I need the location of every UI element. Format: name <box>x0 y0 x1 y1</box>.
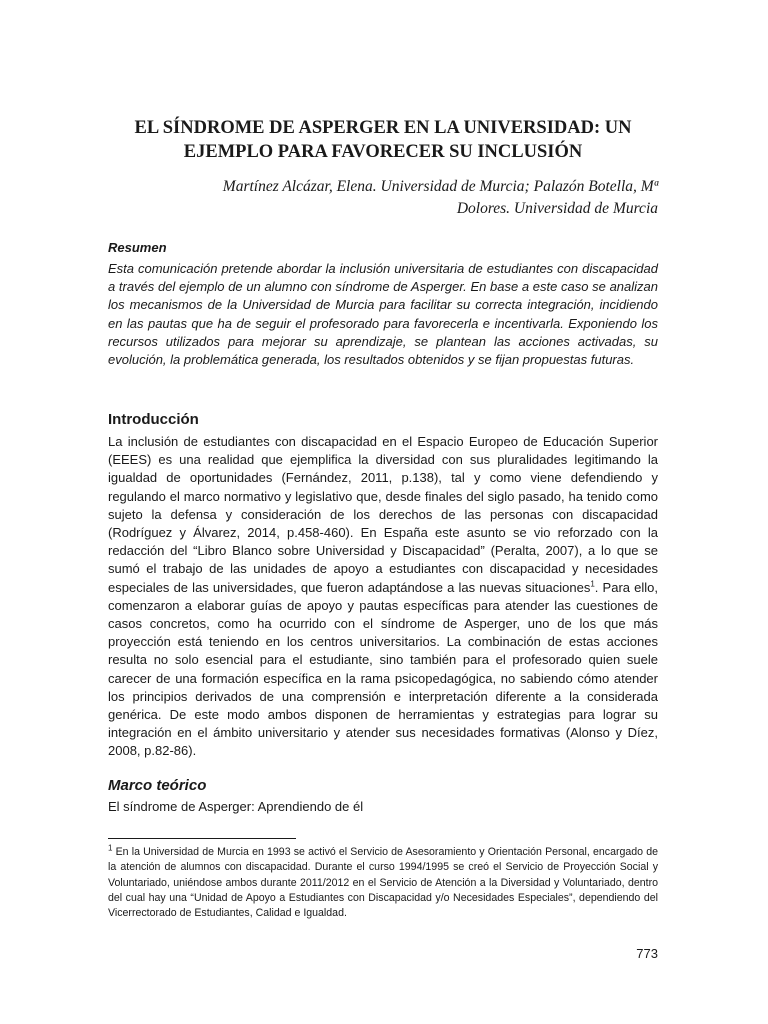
introduction-paragraph <box>108 433 658 761</box>
introduction-heading: Introducción <box>108 411 199 428</box>
footnote-divider <box>108 838 296 839</box>
paper-title <box>108 116 658 164</box>
title-line-2: EJEMPLO PARA FAVORECER SU INCLUSIÓN <box>183 142 583 162</box>
authors-line-1: Martínez Alcázar, Elena. Universidad de Murcia; Palazón Botella, Mª <box>222 178 658 195</box>
abstract-heading: Resumen <box>108 240 167 255</box>
footnote <box>108 845 658 921</box>
title-line-1: EL SÍNDROME DE ASPERGER EN LA UNIVERSIDAD: UN <box>134 118 632 138</box>
footnote-reference[interactable]: 1 <box>590 579 595 589</box>
authors-line-2: Dolores. Universidad de Murcia <box>456 200 658 217</box>
footnote-text: En la Universidad de Murcia en 1993 se activó el Servicio de Asesoramiento y Orientación Personal, encargado de la atención de alumnos con discapacidad. Durante el curso 1994/1995 se creó el Servicio de Proyección Social y Voluntariado, uniéndose ambos durante 2011/2012 en el Servicio de Atención a la Diversidad y Voluntariado, dentro del cual hay una “Unidad de Apoyo a Estudiantes con Discapacidad y/o Necesidades Especiales”, dependiendo del Vicerrectorado de Estudiantes, Calidad e Igualdad. <box>108 846 658 920</box>
author-block <box>108 176 658 220</box>
marco-teorico-heading: Marco teórico <box>108 777 207 794</box>
page-number: 773 <box>636 946 658 961</box>
footnote-number: 1 <box>108 843 113 853</box>
introduction-text-part-1: La inclusión de estudiantes con discapacidad en el Espacio Europeo de Educación Superior (EEES) es una realidad que ejemplifica la diversidad con sus pluralidades legitimando la igualdad de oportunidades (Fernández, 2011, p.138), tal y como viene defendiendo y regulando el marco normativo y legislativo que, desde finales del siglo pasado, ha tenido como sujeto la defensa y consideración de los derechos de las personas con discapacidad (Rodríguez y Álvarez, 2014, p.458-460). En España este asunto se vio reforzado con la redacción del “Libro Blanco sobre Universidad y Discapacidad” (Peralta, 2007), a lo que se sumó el trabajo de las unidades de apoyo a estudiantes con discapacidad y necesidades especiales de las universidades, que fueron adaptándose a las nuevas situaciones <box>108 434 658 595</box>
abstract-text: Esta comunicación pretende abordar la inclusión universitaria de estudiantes con discapacidad a través del ejemplo de un alumno con síndrome de Asperger. En base a este caso se analizan los mecanismos de la Universidad de Murcia para facilitar su correcta integración, incidiendo en las pautas que ha de seguir el profesorado para favorecerla e incentivarla. Exponiendo los recursos utilizados para mejorar su aprendizaje, se plantean las acciones activadas, su evolución, la problemática generada, los resultados obtenidos y se fijan propuestas futuras. <box>108 261 658 368</box>
section-subheading: El síndrome de Asperger: Aprendiendo de él <box>108 799 364 814</box>
introduction-text-part-2: . Para ello, comenzaron a elaborar guías de apoyo y pautas específicas para atender las cuestiones de casos concretos, como ha ocurrido con el síndrome de Asperger, uno de los que más proyección está teniendo en los centros universitarios. La combinación de estas acciones resulta no solo esencial para el estudiante, sino también para el profesorado quien suele carecer de una formación específica en la rama psicopedagógica, no sabiendo cómo atender los principios derivados de una comprensión e interpretación diferente a la considerada genérica. De este modo ambos disponen de herramientas y estrategias para lograr su integración en el ámbito universitario y atender sus necesidades formativas (Alonso y Díez, 2008, p.82-86). <box>108 579 658 759</box>
